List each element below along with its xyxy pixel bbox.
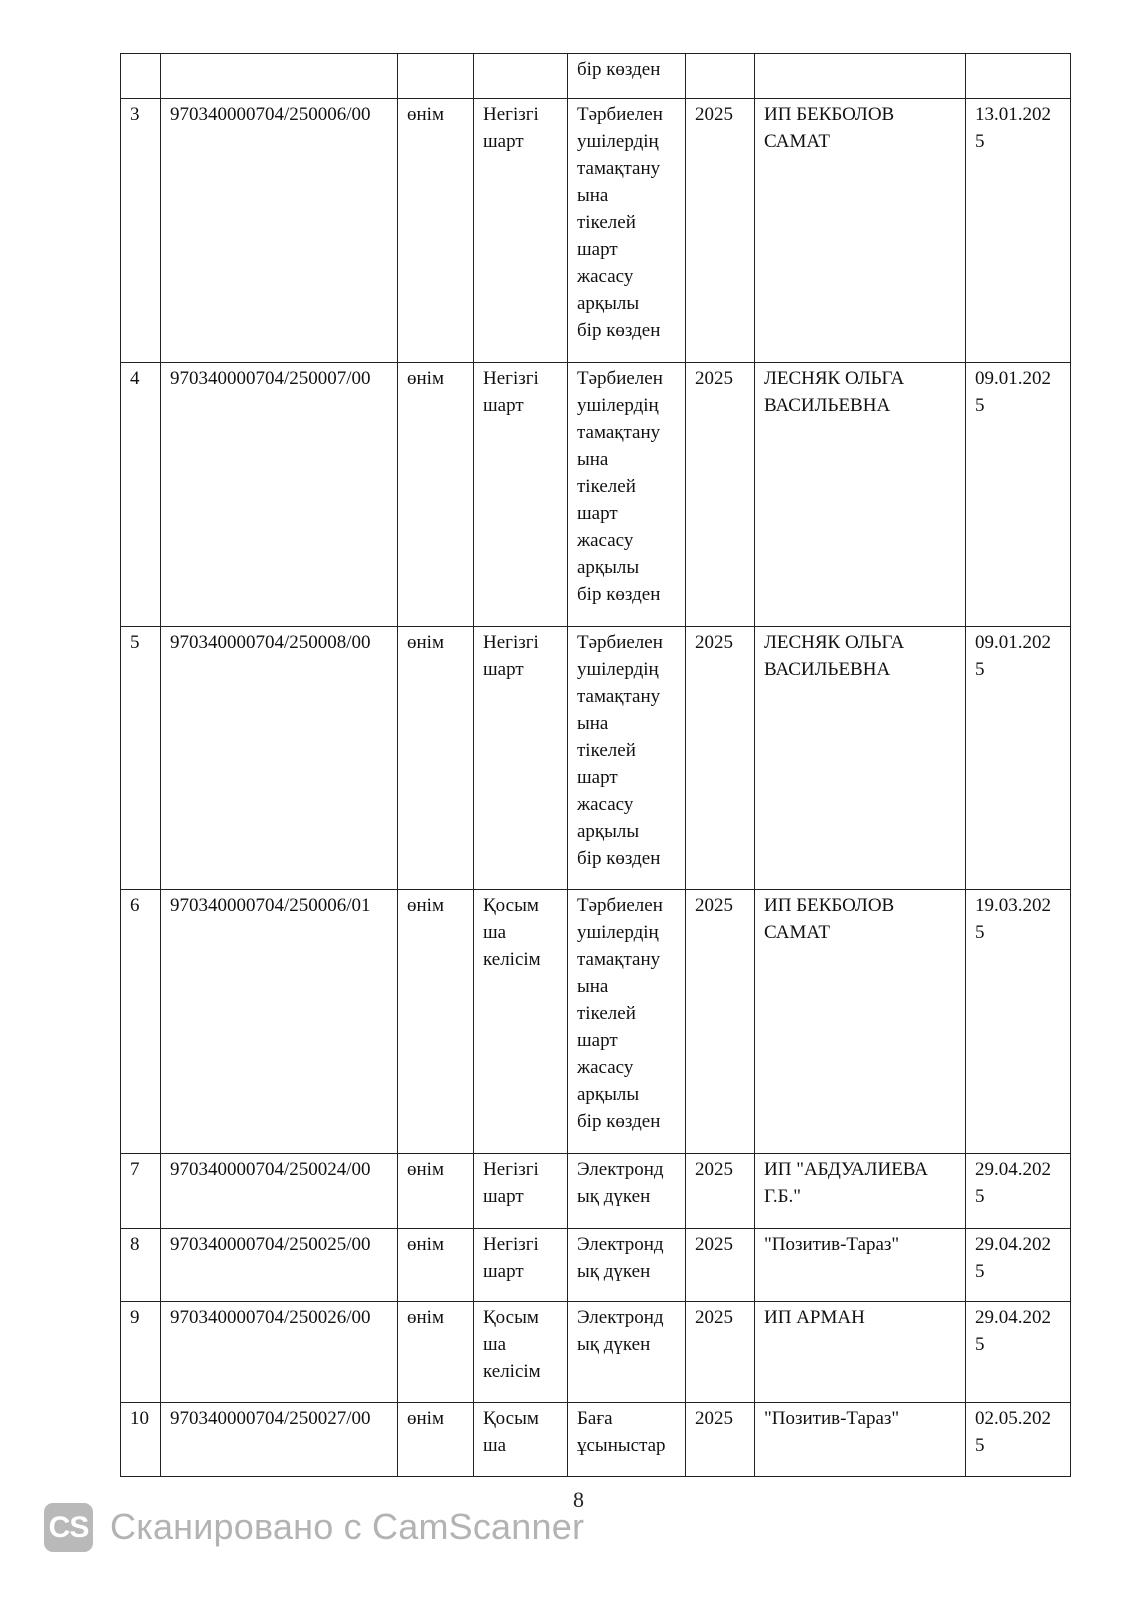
cell-no (121, 627, 161, 890)
cell-subject-text: өнім (407, 632, 444, 653)
cell-year-text: 2025 (695, 895, 733, 916)
cell-date (966, 1229, 1071, 1302)
cell-subject (398, 1302, 474, 1403)
table-row (121, 1229, 1071, 1302)
table-row (121, 1302, 1071, 1403)
cell-type (474, 1154, 568, 1229)
scanner-watermark-text: Сканировано с CamScanner (110, 1506, 585, 1547)
table-body (121, 54, 1071, 1477)
cell-date-text: 09.01.202 5 (975, 632, 1051, 680)
cell-type (474, 1302, 568, 1403)
cell-supplier (755, 1229, 966, 1302)
cell-subject (398, 99, 474, 363)
cell-subject-text: өнім (407, 1159, 444, 1180)
cell-subject (398, 54, 474, 99)
cell-type (474, 363, 568, 627)
cell-supplier (755, 1403, 966, 1477)
cell-type-text: Негізгі шарт (483, 632, 539, 680)
cell-method-text: Тәрбиелен ушілердің тамақтану ына тікелей шарт жасасу арқылы бір көзден (577, 368, 663, 605)
cell-code-text: 970340000704/250006/01 (170, 895, 371, 916)
cell-method-text: Тәрбиелен ушілердің тамақтану ына тікелей шарт жасасу арқылы бір көзден (577, 895, 663, 1132)
table-row (121, 1154, 1071, 1229)
cell-supplier (755, 627, 966, 890)
cell-date (966, 627, 1071, 890)
cell-method-text: Тәрбиелен ушілердің тамақтану ына тікелей шарт жасасу арқылы бір көзден (577, 104, 663, 341)
cell-subject (398, 890, 474, 1154)
camscanner-logo-icon: CS (44, 1503, 93, 1552)
cell-year (686, 363, 755, 627)
cell-year (686, 627, 755, 890)
cell-code (161, 1154, 398, 1229)
cell-supplier-text: ИП "АБДУАЛИЕВА Г.Б." (764, 1159, 929, 1207)
cell-year-text: 2025 (695, 1234, 733, 1255)
cell-subject (398, 1229, 474, 1302)
cell-date-text: 29.04.202 5 (975, 1234, 1051, 1282)
cell-type-text: Негізгі шарт (483, 1234, 539, 1282)
cell-no-text: 8 (130, 1234, 140, 1255)
cell-year-text: 2025 (695, 632, 733, 653)
cell-year (686, 99, 755, 363)
cell-supplier (755, 890, 966, 1154)
cell-no (121, 1403, 161, 1477)
cell-subject-text: өнім (407, 895, 444, 916)
cell-supplier (755, 1154, 966, 1229)
cell-method-text: Электронд ық дүкен (577, 1307, 664, 1355)
cell-subject (398, 627, 474, 890)
cell-method (568, 890, 686, 1154)
cell-method (568, 1403, 686, 1477)
cell-method-text: Электронд ық дүкен (577, 1234, 664, 1282)
cell-no (121, 1229, 161, 1302)
cell-type (474, 99, 568, 363)
cell-code (161, 363, 398, 627)
cell-no (121, 99, 161, 363)
cell-method (568, 54, 686, 99)
cell-code-text: 970340000704/250027/00 (170, 1408, 371, 1429)
cell-no-text: 9 (130, 1307, 140, 1328)
cell-code-text: 970340000704/250008/00 (170, 632, 371, 653)
cell-method (568, 1229, 686, 1302)
cell-code-text: 970340000704/250007/00 (170, 368, 371, 389)
cell-no (121, 1302, 161, 1403)
cell-supplier (755, 99, 966, 363)
cell-code (161, 1403, 398, 1477)
page-number: 8 (573, 1487, 584, 1512)
cell-year-text: 2025 (695, 368, 733, 389)
table-row-continued (121, 54, 1071, 99)
cell-supplier-text: ЛЕСНЯК ОЛЬГА ВАСИЛЬЕВНА (764, 368, 905, 416)
cell-date (966, 1403, 1071, 1477)
cell-method (568, 1302, 686, 1403)
cell-date (966, 890, 1071, 1154)
cell-date-text: 29.04.202 5 (975, 1307, 1051, 1355)
cell-code (161, 1302, 398, 1403)
cell-method-text: Баға ұсыныстар (577, 1408, 666, 1456)
cell-type (474, 1403, 568, 1477)
cell-type-text: Қосым ша келісім (483, 1307, 541, 1382)
cell-date (966, 1302, 1071, 1403)
cell-no-text: 7 (130, 1159, 140, 1180)
cell-subject-text: өнім (407, 104, 444, 125)
cell-type (474, 627, 568, 890)
cell-year (686, 1302, 755, 1403)
cell-date (966, 54, 1071, 99)
cell-type-text: Қосым ша (483, 1408, 539, 1456)
cell-date (966, 1154, 1071, 1229)
table-row (121, 627, 1071, 890)
cell-type-text: Негізгі шарт (483, 368, 539, 416)
cell-type (474, 54, 568, 99)
cell-subject-text: өнім (407, 1234, 444, 1255)
cell-subject (398, 1154, 474, 1229)
cell-no-text: 4 (130, 368, 140, 389)
cell-year (686, 54, 755, 99)
cell-year (686, 1229, 755, 1302)
cell-method-text: Электронд ық дүкен (577, 1159, 664, 1207)
cell-type-text: Негізгі шарт (483, 1159, 539, 1207)
cell-method (568, 363, 686, 627)
cell-supplier (755, 54, 966, 99)
cell-supplier-text: ЛЕСНЯК ОЛЬГА ВАСИЛЬЕВНА (764, 632, 905, 680)
cell-no-text: 6 (130, 895, 140, 916)
cell-year (686, 1403, 755, 1477)
cell-code (161, 1229, 398, 1302)
table-row (121, 890, 1071, 1154)
cell-supplier-text: ИП БЕКБОЛОВ САМАТ (764, 104, 895, 152)
cell-supplier-text: ИП БЕКБОЛОВ САМАТ (764, 895, 895, 943)
cell-no-text: 5 (130, 632, 140, 653)
cell-supplier-text: "Позитив-Тараз" (764, 1234, 900, 1255)
cell-supplier (755, 1302, 966, 1403)
cell-method (568, 627, 686, 890)
cell-type (474, 1229, 568, 1302)
cell-date (966, 99, 1071, 363)
cell-no (121, 1154, 161, 1229)
cell-year-text: 2025 (695, 1159, 733, 1180)
cell-year-text: 2025 (695, 1307, 733, 1328)
cell-no (121, 890, 161, 1154)
cell-supplier-text: ИП АРМАН (764, 1307, 865, 1328)
cell-year-text: 2025 (695, 104, 733, 125)
cell-year (686, 1154, 755, 1229)
cell-code-text: 970340000704/250024/00 (170, 1159, 371, 1180)
cell-code (161, 99, 398, 363)
cell-method (568, 99, 686, 363)
table-row (121, 1403, 1071, 1477)
cell-code-text: 970340000704/250026/00 (170, 1307, 371, 1328)
cell-no (121, 363, 161, 627)
cell-year (686, 890, 755, 1154)
cell-date-text: 29.04.202 5 (975, 1159, 1051, 1207)
cell-code-text: 970340000704/250006/00 (170, 104, 371, 125)
cell-subject-text: өнім (407, 368, 444, 389)
cell-year-text: 2025 (695, 1408, 733, 1429)
cell-date-text: 09.01.202 5 (975, 368, 1051, 416)
cell-type-text: Негізгі шарт (483, 104, 539, 152)
cell-date-text: 19.03.202 5 (975, 895, 1051, 943)
cell-subject-text: өнім (407, 1307, 444, 1328)
cell-method-text: бір көзден (577, 59, 661, 80)
cell-type-text: Қосым ша келісім (483, 895, 541, 970)
cell-subject (398, 1403, 474, 1477)
cell-code-text: 970340000704/250025/00 (170, 1234, 371, 1255)
contracts-table (120, 53, 1071, 1477)
table-row (121, 363, 1071, 627)
cell-supplier-text: "Позитив-Тараз" (764, 1408, 900, 1429)
cell-code (161, 54, 398, 99)
cell-supplier (755, 363, 966, 627)
cell-code (161, 627, 398, 890)
cell-subject (398, 363, 474, 627)
cell-date-text: 13.01.202 5 (975, 104, 1051, 152)
cell-code (161, 890, 398, 1154)
cell-method-text: Тәрбиелен ушілердің тамақтану ына тікелей шарт жасасу арқылы бір көзден (577, 632, 663, 869)
cell-no-text: 10 (130, 1408, 149, 1429)
cell-subject-text: өнім (407, 1408, 444, 1429)
cell-date-text: 02.05.202 5 (975, 1408, 1051, 1456)
cell-no (121, 54, 161, 99)
cell-method (568, 1154, 686, 1229)
cell-date (966, 363, 1071, 627)
table-row (121, 99, 1071, 363)
cell-no-text: 3 (130, 104, 140, 125)
cell-type (474, 890, 568, 1154)
